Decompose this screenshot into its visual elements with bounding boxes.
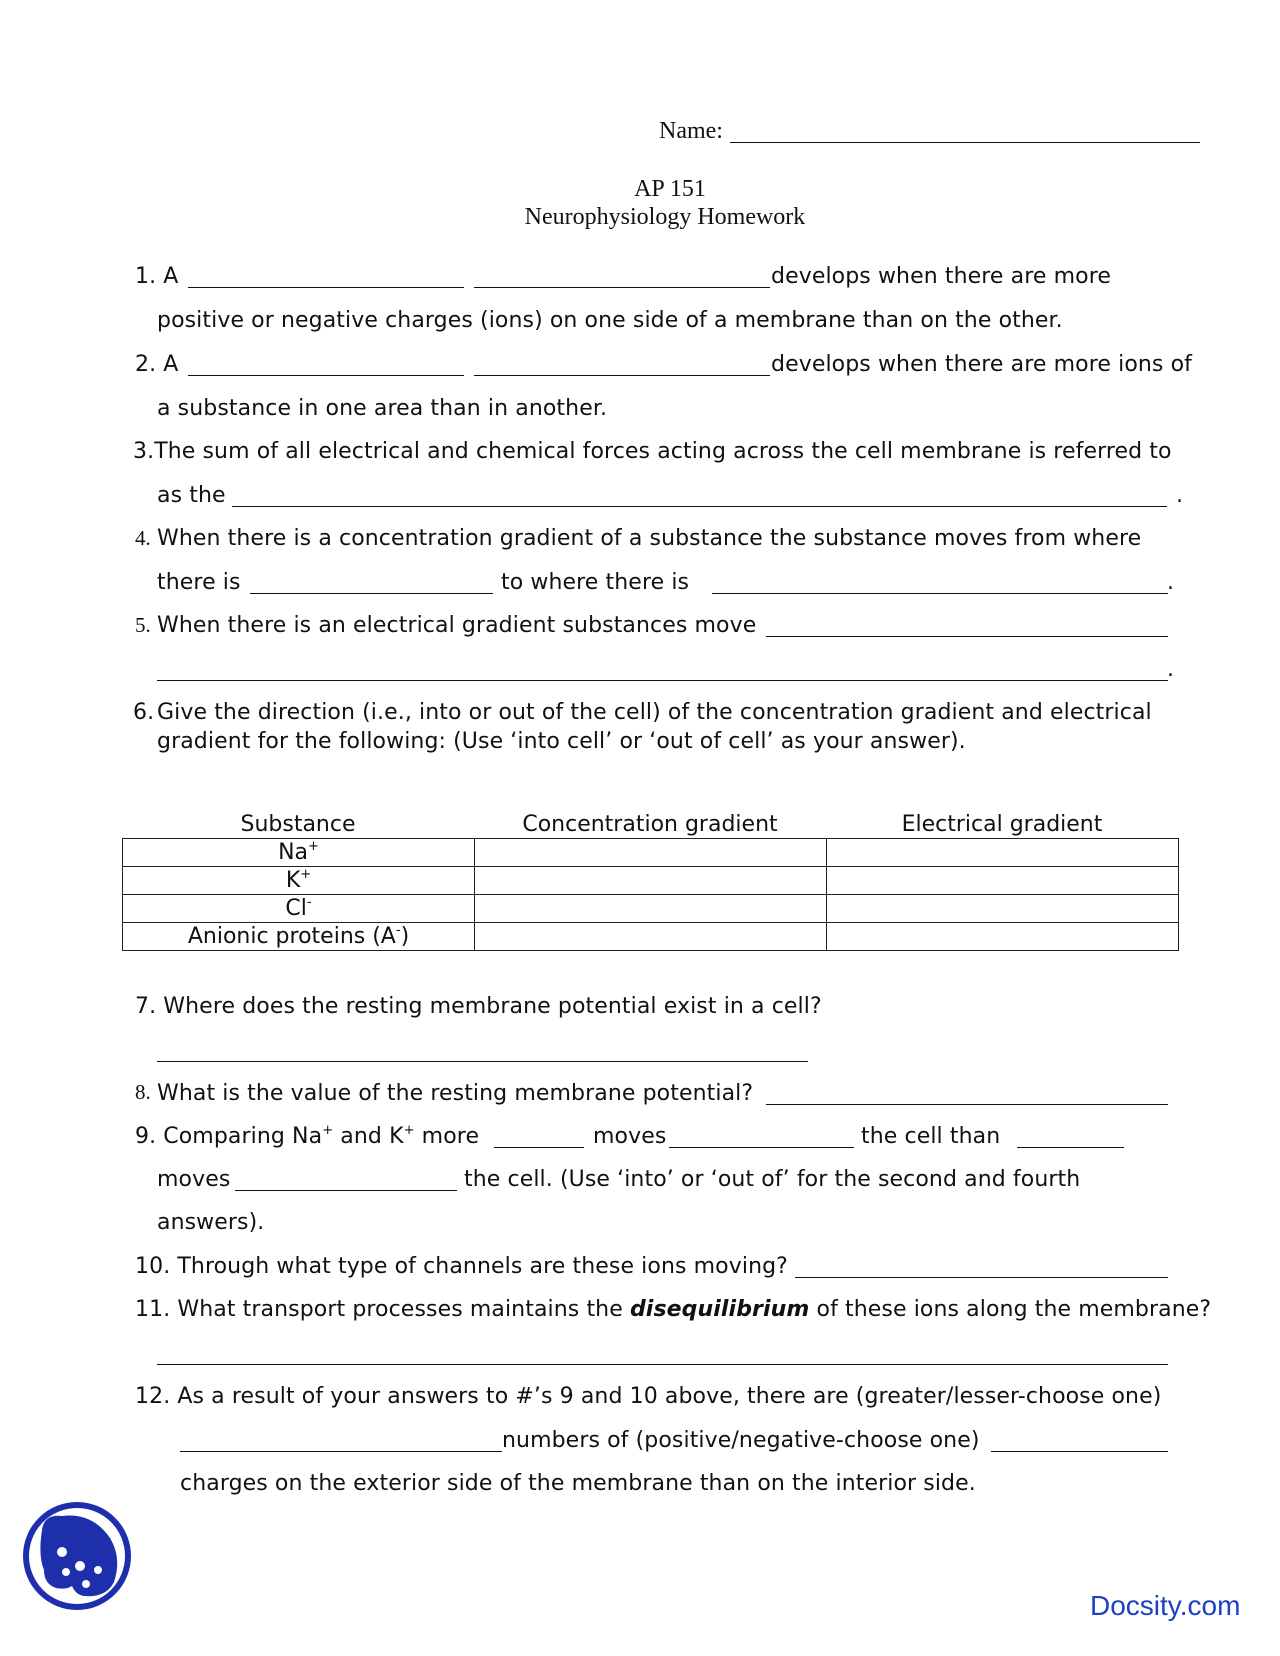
- q6-number: 6.: [133, 700, 155, 725]
- q7-blank[interactable]: [157, 1061, 808, 1062]
- concentration-cell[interactable]: [475, 895, 827, 923]
- q5-blank-1[interactable]: [766, 636, 1168, 637]
- q4-blank-1[interactable]: [250, 593, 493, 594]
- q4-mid: to where there is: [501, 570, 690, 595]
- q12-line3: charges on the exterior side of the membrane than on the interior side.: [180, 1471, 976, 1496]
- q10-text: 10. Through what type of channels are these ions moving?: [135, 1254, 788, 1279]
- q12-blank-2[interactable]: [991, 1451, 1168, 1452]
- electrical-cell[interactable]: [827, 895, 1179, 923]
- q9-blank-4[interactable]: [235, 1190, 457, 1191]
- q11-text: 11. What transport processes maintains the disequilibrium of these ions along the membrane?: [135, 1297, 1212, 1322]
- docsity-logo-icon: [22, 1500, 132, 1612]
- q4-text: When there is a concentration gradient of a substance the substance moves from where: [157, 526, 1142, 551]
- q9-line2-tail: the cell. (Use ‘into’ or ‘out of’ for the second and fourth: [464, 1167, 1081, 1192]
- q1-text-line2: positive or negative charges (ions) on one side of a membrane than on the other.: [157, 308, 1063, 333]
- q4-number: 4.: [135, 526, 151, 550]
- electrical-cell[interactable]: [827, 839, 1179, 867]
- table-row: [123, 895, 1179, 923]
- table-header-electrical: Electrical gradient: [901, 812, 1103, 837]
- q3-blank[interactable]: [232, 506, 1167, 507]
- q9-blank-3[interactable]: [1017, 1147, 1124, 1148]
- concentration-cell[interactable]: [475, 923, 827, 951]
- electrical-cell[interactable]: [827, 867, 1179, 895]
- q4-period: .: [1167, 570, 1175, 595]
- q9-text: 9. Comparing Na+ and K+ more: [135, 1123, 480, 1149]
- q11-blank[interactable]: [157, 1364, 1168, 1365]
- q9-the-cell-than: the cell than: [861, 1124, 1001, 1149]
- substance-cell: Anionic proteins (A-): [123, 923, 475, 951]
- table-row: [123, 839, 1179, 867]
- page-title: Neurophysiology Homework: [524, 204, 806, 230]
- q12-line2: numbers of (positive/negative-choose one): [502, 1428, 980, 1453]
- q5-number: 5.: [135, 613, 151, 637]
- q6-text-line2: gradient for the following: (Use ‘into cell’ or ‘out of cell’ as your answer).: [157, 729, 966, 754]
- q5-period: .: [1167, 657, 1175, 682]
- q2-blank-2[interactable]: [474, 375, 770, 376]
- q1-blank-1[interactable]: [188, 287, 464, 288]
- q4-lead: there is: [157, 570, 241, 595]
- q3-text: 3.The sum of all electrical and chemical forces acting across the cell membrane is referred to: [133, 439, 1172, 464]
- q2-text: develops when there are more ions of: [771, 352, 1192, 377]
- name-blank[interactable]: [730, 142, 1200, 143]
- table-header-concentration: Concentration gradient: [522, 812, 778, 837]
- table-header-substance: Substance: [240, 812, 356, 837]
- q2-number: 2. A: [135, 352, 179, 377]
- q9-blank-1[interactable]: [494, 1147, 584, 1148]
- gradient-table: [122, 838, 1179, 951]
- substance-cell: Cl-: [123, 895, 475, 923]
- concentration-cell[interactable]: [475, 839, 827, 867]
- course-code: AP 151: [634, 176, 706, 202]
- q5-blank-2[interactable]: [157, 680, 1168, 681]
- q1-text: develops when there are more: [771, 264, 1112, 289]
- q9-line2-lead: moves: [157, 1167, 231, 1192]
- q12-text: 12. As a result of your answers to #’s 9 and 10 above, there are (greater/lesser-choose one): [135, 1384, 1162, 1409]
- q9-blank-2[interactable]: [669, 1147, 854, 1148]
- q7-text: 7. Where does the resting membrane potential exist in a cell?: [135, 994, 822, 1019]
- q5-text: When there is an electrical gradient substances move: [157, 613, 757, 638]
- docsity-brand[interactable]: Docsity.com: [1090, 1590, 1241, 1621]
- q3-period: .: [1176, 483, 1184, 508]
- substance-cell: K+: [123, 867, 475, 895]
- table-row: [123, 923, 1179, 951]
- concentration-cell[interactable]: [475, 867, 827, 895]
- q2-text-line2: a substance in one area than in another.: [157, 396, 608, 421]
- q3-lead: as the: [157, 483, 226, 508]
- q9-line3: answers).: [157, 1210, 265, 1235]
- q4-blank-2[interactable]: [712, 593, 1168, 594]
- q1-number: 1. A: [135, 264, 179, 289]
- name-label: Name:: [659, 118, 723, 144]
- q8-number: 8.: [135, 1080, 151, 1104]
- q8-text: What is the value of the resting membrane potential?: [157, 1081, 754, 1106]
- q8-blank[interactable]: [766, 1104, 1168, 1105]
- electrical-cell[interactable]: [827, 923, 1179, 951]
- substance-cell: Na+: [123, 839, 475, 867]
- q2-blank-1[interactable]: [188, 375, 464, 376]
- table-row: [123, 867, 1179, 895]
- q10-blank[interactable]: [795, 1277, 1168, 1278]
- q1-blank-2[interactable]: [474, 287, 770, 288]
- q12-blank-1[interactable]: [180, 1451, 502, 1452]
- q6-text: Give the direction (i.e., into or out of the cell) of the concentration gradient and electrical: [157, 700, 1152, 725]
- q9-moves: moves: [593, 1124, 667, 1149]
